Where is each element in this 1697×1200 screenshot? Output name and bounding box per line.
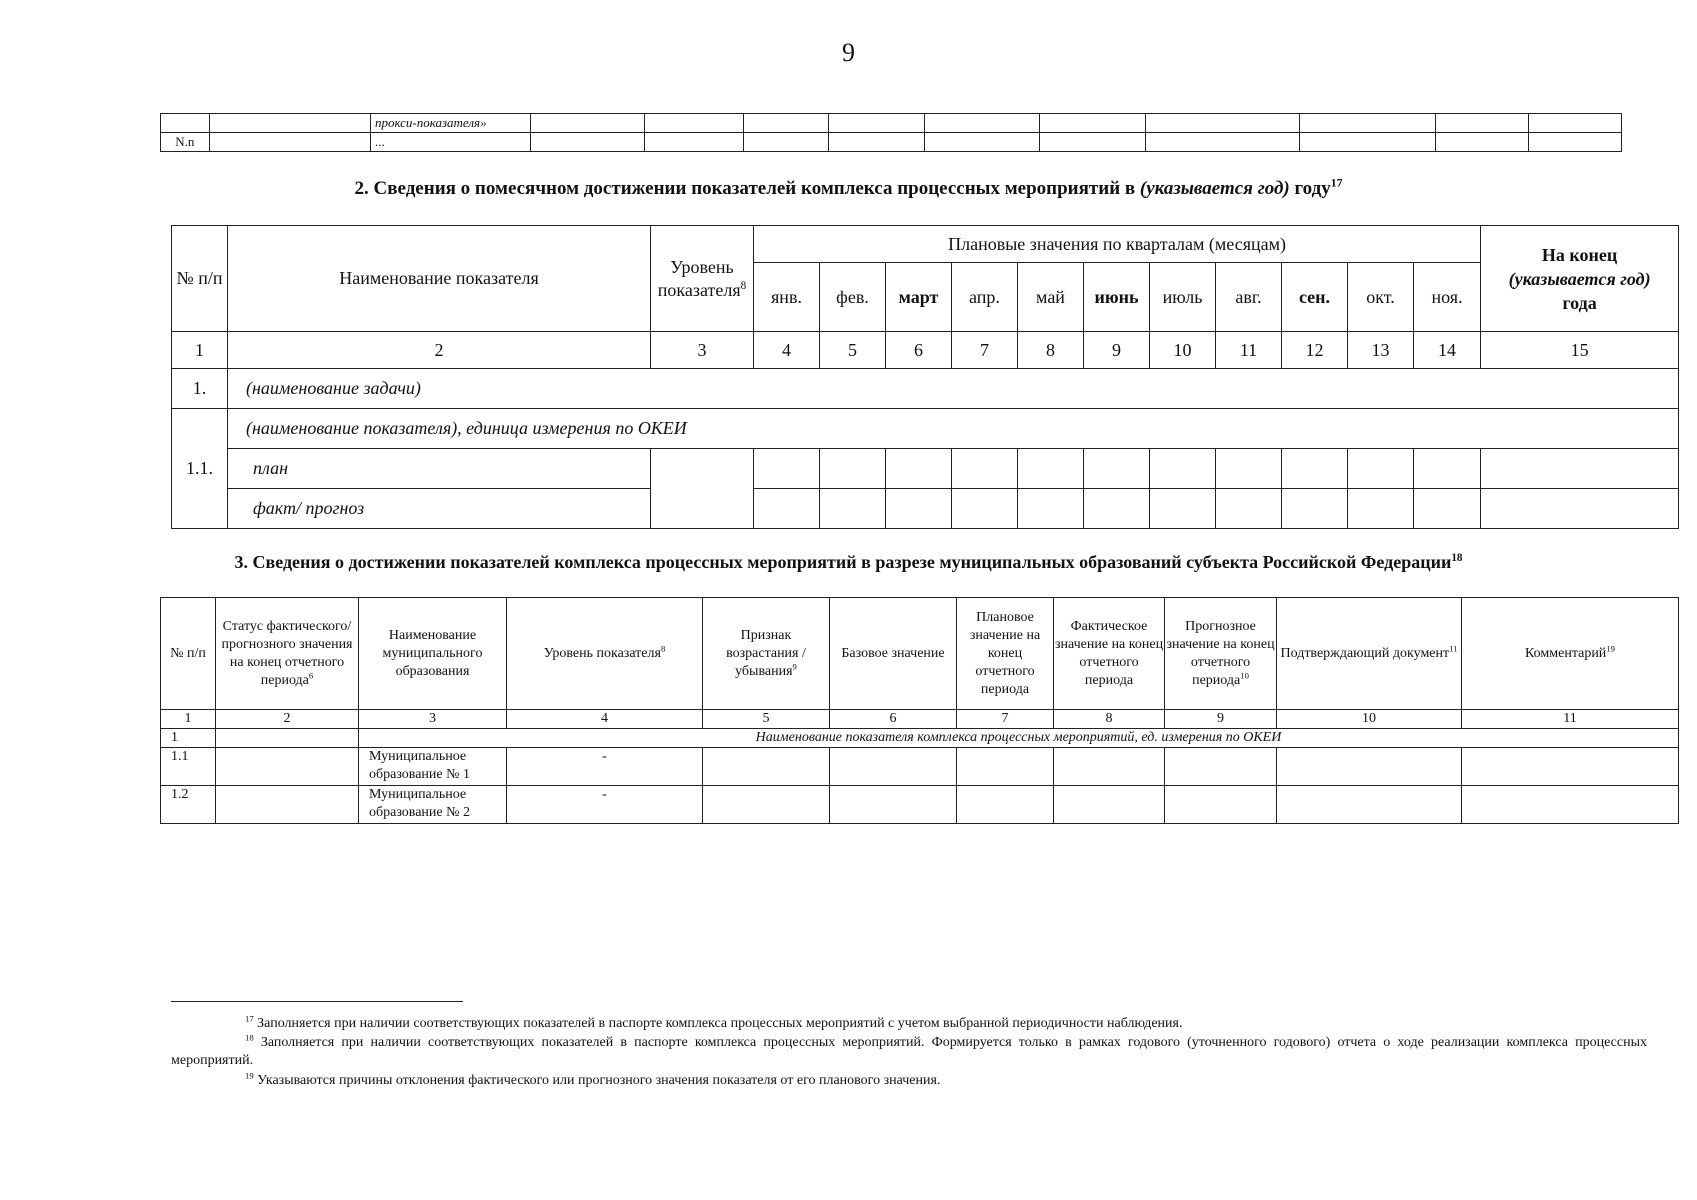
month-sep: сен. [1282, 263, 1348, 332]
header-num: № п/п [161, 598, 216, 710]
page-number: 9 [842, 38, 855, 67]
col-number: 11 [1462, 710, 1679, 729]
header-planned-value: Плановое значение на конец отчетного периода [957, 598, 1054, 710]
column-numbers-row [172, 332, 1679, 369]
month-oct: окт. [1348, 263, 1414, 332]
month-aug: авг. [1216, 263, 1282, 332]
municipality-name: Муниципальное образование № 2 [359, 786, 507, 824]
indicator-number: 1 [161, 729, 216, 748]
plan-label: план [228, 449, 651, 489]
header-trend: Признак возрастания / убывания$^9$ [703, 598, 830, 710]
row-number: N.n [161, 133, 210, 152]
col-number: 7 [952, 332, 1018, 369]
footnote-ref: 11 [1449, 642, 1458, 653]
footnote-17: $^{17}$ Заполняется при наличии соответствующих показателей в паспорте комплекса процессных мероприятий с учетом выбранной периодичности наблюдения. [245, 1013, 1183, 1031]
col-number: 6 [830, 710, 957, 729]
level-value: - [507, 786, 703, 824]
header-comment: Комментарий$^{19}$ [1462, 598, 1679, 710]
header-document: Подтверждающий документ$^{11}$ [1277, 598, 1462, 710]
municipal-table [160, 597, 1679, 824]
col-number: 3 [359, 710, 507, 729]
section3-title: 3. Сведения о достижении показателей комплекса процессных мероприятий в разрезе муниципальных образований субъекта Российской Федерации$^{18}$ [234, 552, 1463, 572]
indicator-number: 1.1. [172, 409, 228, 529]
column-numbers-row [161, 710, 1679, 729]
col-number: 2 [216, 710, 359, 729]
header-status: Статус фактического/ прогнозного значения на конец отчетного периода$^6$ [216, 598, 359, 710]
footnote-ref: 17 [1330, 176, 1343, 190]
municipality-row [161, 786, 1679, 824]
month-nov: ноя. [1414, 263, 1481, 332]
indicator-name: (наименование показателя), единица измерения по ОКЕИ [228, 409, 1679, 449]
header-end-of-year: На конец (указывается год) года [1481, 226, 1679, 332]
fact-label: факт/ прогноз [228, 489, 651, 529]
indicator-name: Наименование показателя комплекса процессных мероприятий, ед. измерения по ОКЕИ [359, 729, 1679, 748]
col-number: 13 [1348, 332, 1414, 369]
monthly-table [171, 225, 1679, 529]
header-planned: Плановые значения по кварталам (месяцам) [754, 226, 1481, 263]
municipality-name: Муниципальное образование № 1 [359, 748, 507, 786]
indicator-row [172, 409, 1679, 449]
col-number: 11 [1216, 332, 1282, 369]
col-number: 4 [507, 710, 703, 729]
footnote-ref: 19 [1606, 642, 1615, 653]
month-mar: март [886, 263, 952, 332]
indicator-row [161, 729, 1679, 748]
col-number: 10 [1150, 332, 1216, 369]
month-jun: июнь [1084, 263, 1150, 332]
row-number: 1.2 [161, 786, 216, 824]
footnote-separator [171, 1001, 463, 1002]
col-number: 12 [1282, 332, 1348, 369]
footnote-ref: 8 [740, 279, 747, 292]
row-text: прокси-показателя» [371, 114, 531, 133]
row-number: 1.1 [161, 748, 216, 786]
section2-title-year: (указывается год) [1139, 178, 1290, 199]
footnote-ref: 10 [1240, 669, 1249, 680]
col-number: 8 [1018, 332, 1084, 369]
header-name: Наименование показателя [228, 226, 651, 332]
footnote-19: $^{19}$ Указываются причины отклонения фактического или прогнозного значения показателя от его планового значения. [245, 1070, 941, 1088]
row-number [161, 114, 210, 133]
col-number: 7 [957, 710, 1054, 729]
header-level: Уровень показателя$^8$ [651, 226, 754, 332]
continuation-row [161, 114, 1622, 133]
header-num: № п/п [172, 226, 228, 332]
footnote-ref: 8 [660, 642, 666, 653]
plan-row [172, 449, 1679, 489]
header-level: Уровень показателя$^8$ [507, 598, 703, 710]
col-number: 6 [886, 332, 952, 369]
header-base-value: Базовое значение [830, 598, 957, 710]
footnote-18: $^{18}$ Заполняется при наличии соответствующих показателей в паспорте комплекса процессных мероприятий. Формируется только в рамках годового (уточненного годового) отчета о ходе реализации комплекса процессных мероприятий. [171, 1032, 1647, 1068]
col-number: 3 [651, 332, 754, 369]
footnote-ref: 18 [1451, 552, 1463, 564]
col-number: 15 [1481, 332, 1679, 369]
col-number: 8 [1054, 710, 1165, 729]
col-number: 1 [161, 710, 216, 729]
month-apr: апр. [952, 263, 1018, 332]
col-number: 10 [1277, 710, 1462, 729]
row-text: ... [371, 133, 531, 152]
col-number: 2 [228, 332, 651, 369]
footnote-ref: 6 [308, 669, 314, 680]
month-jan: янв. [754, 263, 820, 332]
col-number: 4 [754, 332, 820, 369]
continuation-row [161, 133, 1622, 152]
col-number: 1 [172, 332, 228, 369]
section2-title [0, 178, 1697, 200]
section2-title-prefix: 2. Сведения о помесячном достижении показателей комплекса процессных мероприятий в [354, 178, 1140, 199]
month-jul: июль [1150, 263, 1216, 332]
continuation-table [160, 113, 1622, 152]
section2-title-suffix: году [1289, 178, 1331, 199]
col-number: 9 [1084, 332, 1150, 369]
col-number: 5 [703, 710, 830, 729]
footnote-ref: 9 [792, 660, 797, 671]
month-may: май [1018, 263, 1084, 332]
col-number: 5 [820, 332, 886, 369]
month-feb: фев. [820, 263, 886, 332]
header-forecast-value: Прогнозное значение на конец отчетного периода$^{10}$ [1165, 598, 1277, 710]
level-value: - [507, 748, 703, 786]
col-number: 14 [1414, 332, 1481, 369]
header-actual-value: Фактическое значение на конец отчетного периода [1054, 598, 1165, 710]
fact-row [172, 489, 1679, 529]
task-name: (наименование задачи) [228, 369, 1679, 409]
task-row [172, 369, 1679, 409]
header-municipality: Наименование муниципального образования [359, 598, 507, 710]
col-number: 9 [1165, 710, 1277, 729]
municipality-row [161, 748, 1679, 786]
task-number: 1. [172, 369, 228, 409]
